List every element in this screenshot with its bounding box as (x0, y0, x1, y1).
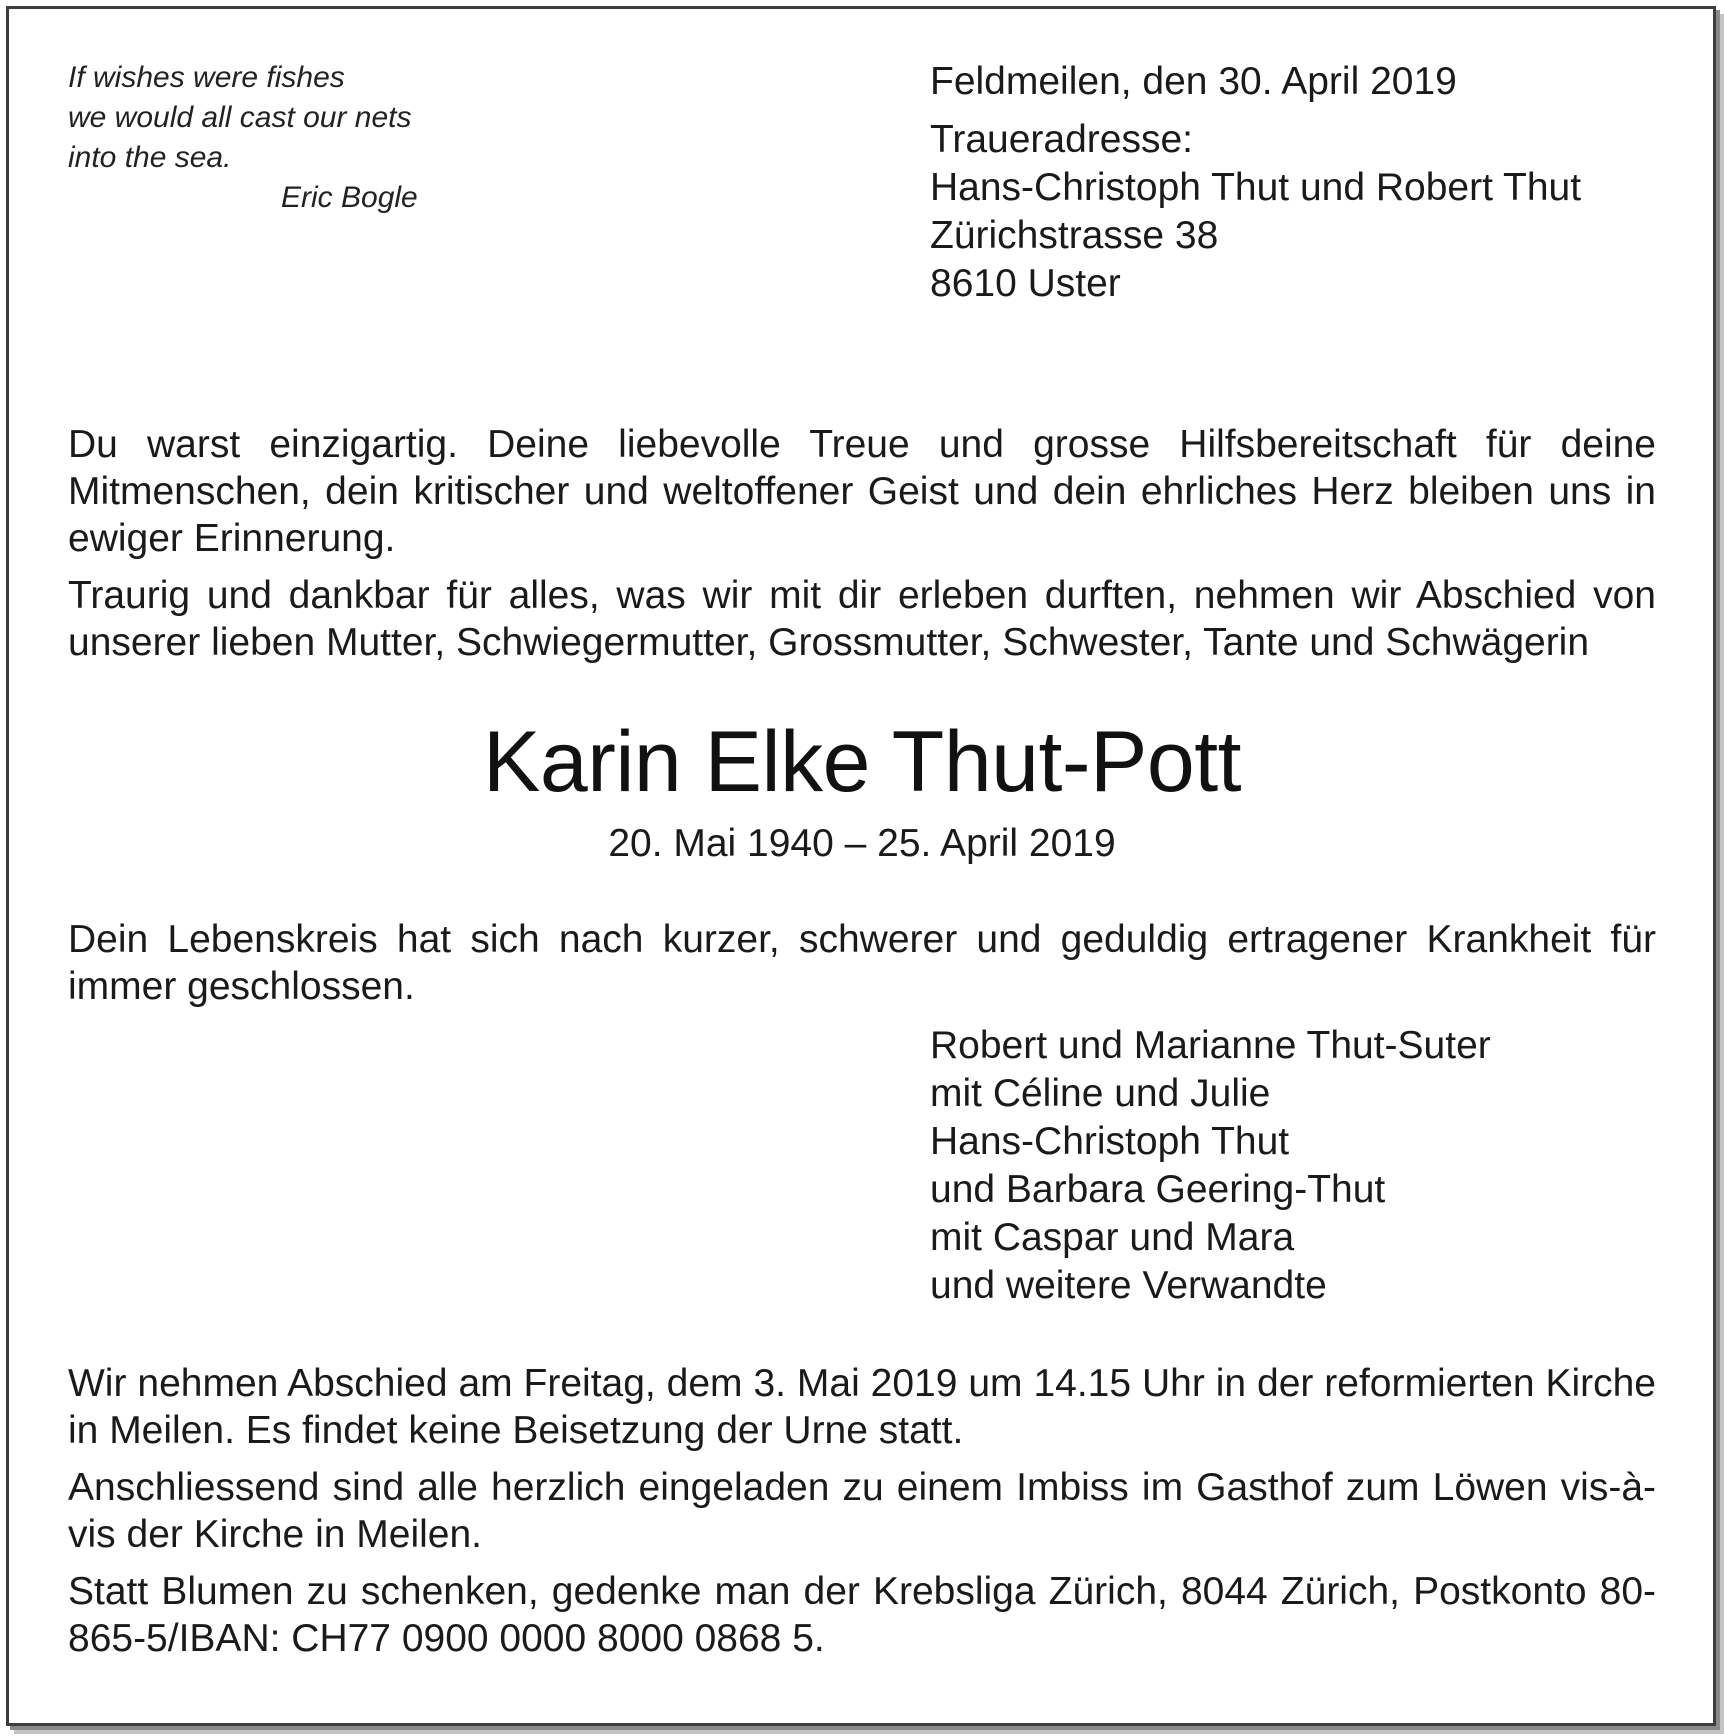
intro-text (68, 421, 1656, 676)
address-line: 8610 Uster (930, 262, 1121, 305)
message-text (68, 916, 1656, 1020)
quote-line: into the sea. (68, 141, 232, 174)
message-paragraph: Dein Lebenskreis hat sich nach kurzer, schwerer und geduldig ertragener Krankheit für immer geschlossen. (68, 918, 1656, 1008)
quote-line: we would all cast our nets (68, 101, 412, 134)
quote-author: Eric Bogle (281, 181, 418, 214)
family-line: und weitere Verwandte (930, 1264, 1327, 1307)
header-address-block (930, 58, 1581, 308)
service-paragraph: Wir nehmen Abschied am Freitag, dem 3. Mai 2019 um 14.15 Uhr in der reformierten Kirche in Meilen. Es findet keine Beisetzung der Urne statt. (68, 1362, 1656, 1452)
address-line: Zürichstrasse 38 (930, 214, 1219, 257)
family-line: mit Céline und Julie (930, 1072, 1271, 1115)
epigraph-quote (68, 58, 418, 218)
address-label: Traueradresse: (930, 118, 1194, 161)
deceased-name: Karin Elke Thut-Pott (483, 714, 1241, 810)
family-line: Hans-Christoph Thut (930, 1120, 1290, 1163)
life-dates: 20. Mai 1940 – 25. April 2019 (608, 822, 1116, 865)
quote-line: If wishes were fishes (68, 61, 345, 94)
place-date: Feldmeilen, den 30. April 2019 (930, 60, 1457, 103)
family-line: Robert und Marianne Thut-Suter (930, 1024, 1491, 1067)
family-line: und Barbara Geering-Thut (930, 1168, 1386, 1211)
family-signatures (930, 1022, 1491, 1310)
farewell-paragraph: Traurig und dankbar für alles, was wir mit dir erleben durften, nehmen wir Abschied von unserer lieben Mutter, Schwiegermutter, Grossmutter, Schwester, Tante und Schwägerin (68, 574, 1656, 664)
donation-paragraph: Statt Blumen zu schenken, gedenke man der Krebsliga Zürich, 8044 Zürich, Postkonto 80-865-5/IBAN: CH77 0900 0000 8000 0868 5. (68, 1570, 1656, 1660)
intro-paragraph: Du warst einzigartig. Deine liebevolle Treue und grosse Hilfsbereitschaft für deine Mitmenschen, dein kritischer und weltoffener Geist und dein ehrliches Herz bleiben uns in ewiger Erinnerung. (68, 423, 1656, 560)
family-line: mit Caspar und Mara (930, 1216, 1295, 1259)
closing-text (68, 1360, 1656, 1672)
address-line: Hans-Christoph Thut und Robert Thut (930, 166, 1582, 209)
reception-paragraph: Anschliessend sind alle herzlich eingeladen zu einem Imbiss im Gasthof zum Löwen vis-à-vis der Kirche in Meilen. (68, 1466, 1656, 1556)
